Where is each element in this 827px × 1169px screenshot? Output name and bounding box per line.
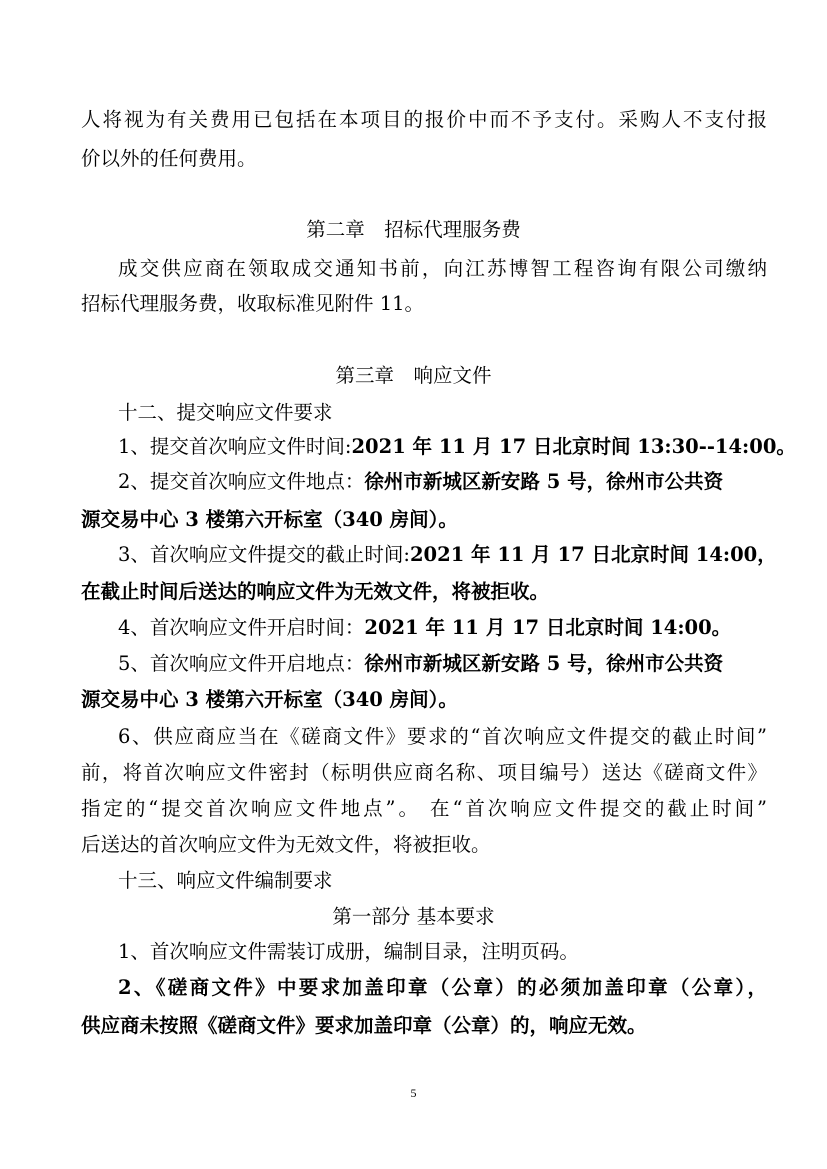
part-title: 第一部分 基本要求 xyxy=(332,905,495,928)
paragraph-line: 招标代理服务费，收取标准见附件 11。 xyxy=(81,292,425,315)
item-label: 5、首次响应文件开启地点： xyxy=(118,652,365,675)
item-value-continued: 在截止时间后送达的响应文件为无效文件，将被拒收。 xyxy=(81,580,550,603)
paragraph-line: 1、首次响应文件需装订成册，编制目录，注明页码。 xyxy=(118,940,579,963)
paragraph-line: 前，将首次响应文件密封（标明供应商名称、项目编号）送达《磋商文件》 xyxy=(81,761,767,784)
list-item xyxy=(118,652,767,676)
paragraph-line: 成交供应商在领取成交通知书前，向江苏博智工程咨询有限公司缴纳 xyxy=(118,257,767,280)
item-value: 2021 年 11 月 17 日北京时间 14:00， xyxy=(409,543,777,566)
paragraph-line: 供应商未按照《磋商文件》要求加盖印章（公章）的，响应无效。 xyxy=(81,1014,647,1037)
paragraph-line: 人将视为有关费用已包括在本项目的报价中而不予支付。采购人不支付报 xyxy=(81,108,767,131)
item-value-continued: 源交易中心 3 楼第六开标室（340 房间）。 xyxy=(81,688,458,711)
item-value: 2021 年 11 月 17 日北京时间 13:30--14:00。 xyxy=(351,435,796,458)
paragraph-line: 价以外的任何费用。 xyxy=(81,147,257,170)
item-value: 2021 年 11 月 17 日北京时间 14:00。 xyxy=(364,616,732,639)
section-heading: 十三、响应文件编制要求 xyxy=(118,869,333,892)
chapter-title: 第三章 响应文件 xyxy=(335,364,492,387)
item-label: 4、首次响应文件开启时间： xyxy=(118,616,365,639)
list-item xyxy=(118,470,767,494)
page-number: 5 xyxy=(410,1086,417,1100)
item-value: 徐州市新城区新安路 5 号，徐州市公共资 xyxy=(364,470,724,493)
item-value-continued: 源交易中心 3 楼第六开标室（340 房间）。 xyxy=(81,508,458,531)
paragraph-line: 6、供应商应当在《磋商文件》要求的“首次响应文件提交的截止时间” xyxy=(118,725,767,748)
item-label: 2、提交首次响应文件地点： xyxy=(118,470,365,493)
paragraph-line: 2、《磋商文件》中要求加盖印章（公章）的必须加盖印章（公章）， xyxy=(118,976,767,999)
list-item xyxy=(118,543,777,567)
list-item xyxy=(118,435,796,459)
paragraph-line: 后送达的首次响应文件为无效文件，将被拒收。 xyxy=(81,833,491,856)
item-value: 徐州市新城区新安路 5 号，徐州市公共资 xyxy=(364,652,724,675)
section-heading: 十二、提交响应文件要求 xyxy=(118,401,333,424)
item-label: 1、提交首次响应文件时间: xyxy=(118,435,352,458)
paragraph-line: 指定的“提交首次响应文件地点”。 在“首次响应文件提交的截止时间” xyxy=(81,797,767,820)
item-label: 3、首次响应文件提交的截止时间: xyxy=(118,543,410,566)
list-item xyxy=(118,616,767,640)
chapter-title: 第二章 招标代理服务费 xyxy=(306,218,521,241)
